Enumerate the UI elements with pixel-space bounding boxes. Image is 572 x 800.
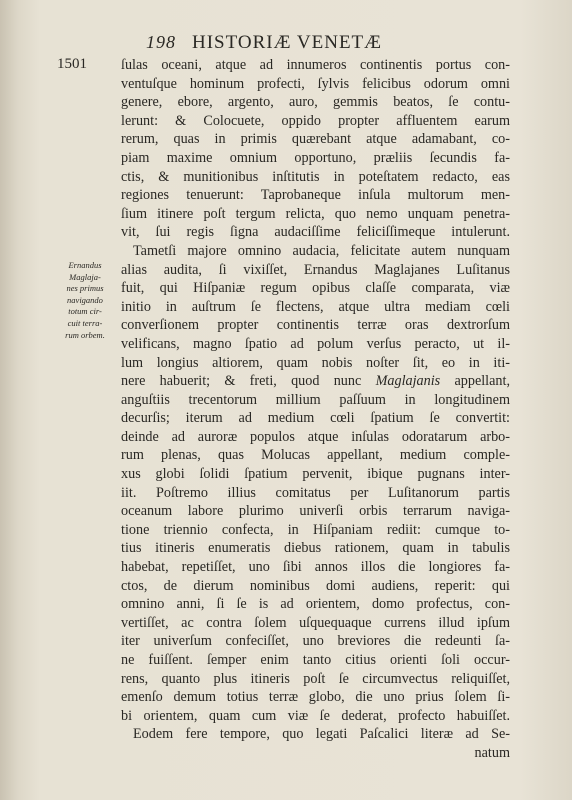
catchword: natum (474, 744, 510, 761)
text-line: alias audita, ſi vixiſſet, Ernandus Maglajanes Luſitanus (121, 261, 510, 278)
text-line: rerum, quas in primis quærebant atque adamabant, co- (121, 131, 510, 148)
running-header (146, 32, 506, 54)
text-line: ne fuiſſent. ſemper enim tanto citius orienti ſoli occur- (121, 652, 510, 668)
text-line: tius itineris enumeratis diebus rationem, quam in tabulis (121, 540, 510, 557)
text-line: xus globi ſolidi ſpatium pervenit, ibique pugnans inter- (121, 466, 510, 483)
text-segment: appellant, (440, 373, 510, 390)
text-line: regiones tenuerunt: Taprobaneque inſula multorum men- (121, 187, 510, 204)
text-line: ſulas oceani, atque ad innumeros continentis portus con- (121, 57, 510, 73)
text-line: ſium itinere poſt tergum relicta, quo nemo unquam penetra- (121, 205, 510, 222)
text-line: habebat, repetiſſet, uno ſibi annos illos die longiores fa- (121, 559, 510, 576)
text-line: iit. Poſtremo illius comitatus per Luſitanorum partis (121, 484, 510, 501)
text-line: tione triennio confecta, in Hiſpaniam rediit: cumque to- (121, 521, 510, 538)
marginal-note-line: navigando (67, 294, 103, 305)
text-line-with-italic (121, 372, 510, 391)
text-line: vit, ſui regis ſigna audaciſſime feliciſſimeque intulerunt. (121, 224, 510, 241)
text-line: fuit, qui Hiſpaniæ regum opibus claſſe comparata, viæ (121, 280, 510, 297)
text-line: initio in auſtrum ſe flectens, atque ultra mediam cœli (121, 298, 510, 315)
marginal-note-line: Ernandus (68, 260, 102, 270)
marginal-note-line: totum cir- (68, 306, 102, 317)
marginal-note-line: cuit terra- (67, 317, 103, 328)
text-line: oceanum labore plurimo univerſi orbis terrarum naviga- (121, 503, 510, 520)
text-line: iter univerſum confeciſſet, uno breviores die redeunti ſa- (121, 633, 510, 650)
text-line: rens, quanto plus itineris poſt ſe circumvectus reliquiſſet, (121, 670, 510, 687)
margin-year: 1501 (57, 56, 87, 72)
text-line: velificans, magno ſpatio ad polum verſus peracto, ut il- (121, 335, 510, 352)
body-text (121, 56, 510, 763)
text-line: emenſo demum totius terræ globo, die uno prius ſolem ſi- (121, 689, 510, 706)
text-line: lerunt: & Colocuete, oppido propter affluentem earum (121, 112, 510, 129)
text-line: Tametſi majore omnino audacia, felicitate autem nunquam (133, 242, 510, 259)
italic-name-maglajanis: Maglajanis (375, 373, 441, 390)
text-line: ventuſque hominum profecti, ſylvis felicibus odorum omni (121, 75, 510, 92)
text-line: vertiſſet, ac contra ſolem uſquequaque currens illud ipſum (121, 614, 510, 631)
text-line: converſionem propter continentis terræ oras dextrorſum (121, 317, 510, 334)
text-line: rum plenas, quas Molucas appellant, medium comple- (121, 447, 510, 464)
text-line: decurſis; iterum ad medium cœli ſpatium ſe convertit: (121, 410, 510, 427)
text-line: lum longius altiorem, quam nobis noſter ſit, eo in iti- (121, 354, 510, 371)
text-line: piam maxime omnium opportuno, præliis ſecundis fa- (121, 149, 510, 166)
text-line: ctis, & munitionibus inſtitutis in poteſtatem redacto, eas (121, 168, 510, 185)
marginal-note-line: nes primus (66, 283, 104, 294)
page-number: 198 (146, 32, 176, 52)
text-line: genere, ebore, argento, auro, gemmis beatos, ſe contu- (121, 94, 510, 111)
text-line: ctos, de dierum nominibus domi audiens, reperit: qui (121, 577, 510, 594)
running-title: HISTORIÆ VENETÆ (192, 32, 383, 53)
text-line: deinde ad auroræ populos atque inſulas odoratarum arbo- (121, 428, 510, 445)
marginal-note (55, 260, 115, 341)
text-line: bi orientem, quam cum viæ ſe dederat, profecto habuiſſet. (121, 707, 510, 724)
marginal-note-line: Maglaja- (69, 271, 101, 282)
marginal-note-line: rum orbem. (65, 329, 105, 340)
text-line: omnino anni, ſi ſe is ad orientem, domo profectus, con- (121, 596, 510, 613)
text-segment: nere habuerit; & freti, quod nunc (121, 373, 362, 390)
text-line: Eodem fere tempore, quo legati Paſcalici literæ ad Se- (133, 726, 510, 743)
text-line: anguſtiis trecentorum millium paſſuum in longitudinem (121, 391, 510, 408)
